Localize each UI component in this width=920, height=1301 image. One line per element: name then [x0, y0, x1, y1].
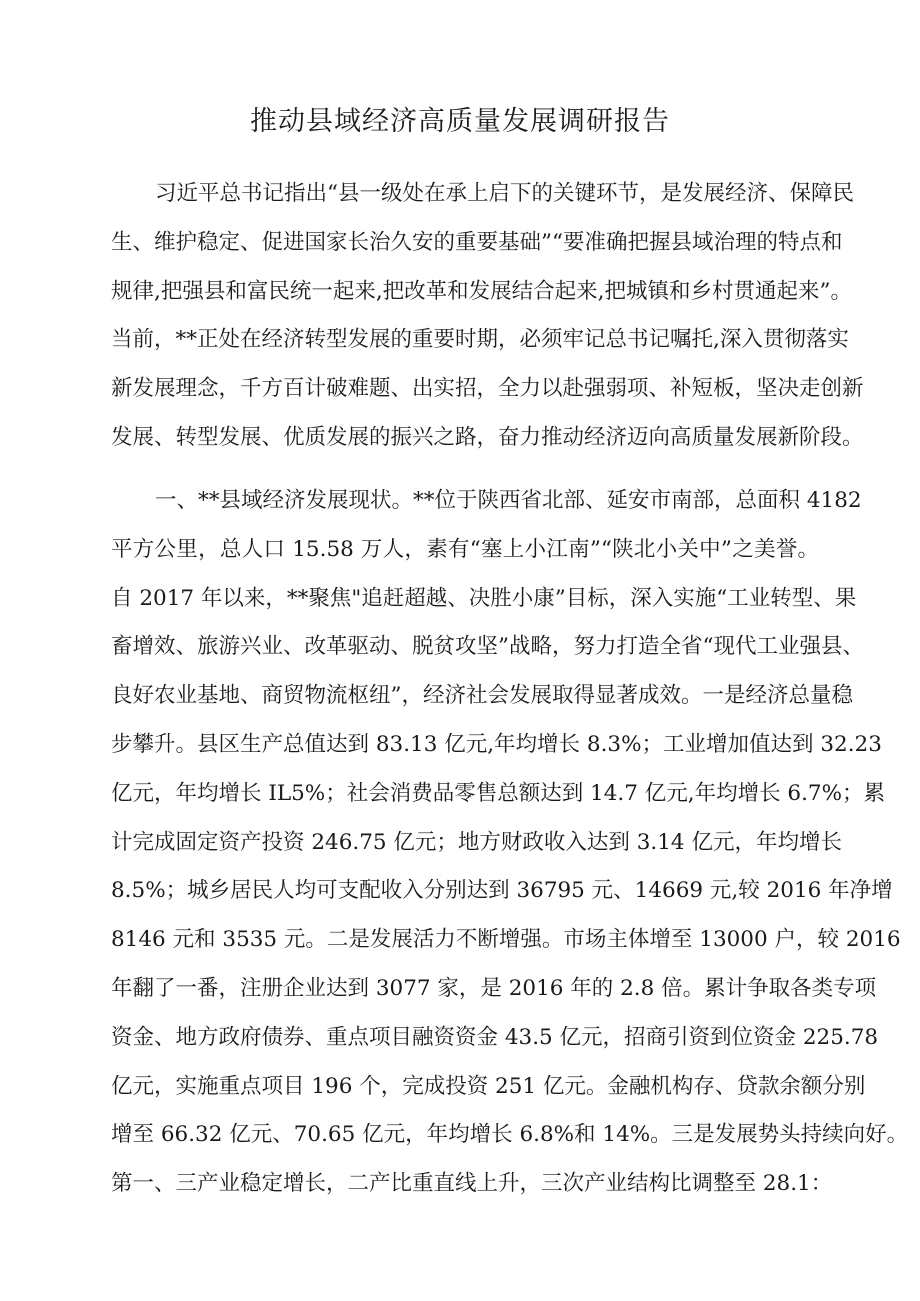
paragraph-line: 8146 元和 3535 元。二是发展活力不断增强。市场主体增至 13000 户，较 2016 [111, 927, 901, 953]
paragraph-line: 发展、转型发展、优质发展的振兴之路，奋力推动经济迈向高质量发展新阶段。 [111, 425, 864, 450]
paragraph-line: 8.5%；城乡居民人均可支配收入分别达到 36795 元、14669 元,较 2016 年净增 [111, 878, 893, 904]
paragraph-line: 计完成固定资产投资 246.75 亿元；地方财政收入达到 3.14 亿元，年均增长 [111, 829, 842, 855]
paragraph-line: 年翻了一番，注册企业达到 3077 家，是 2016 年的 2.8 倍。累计争取各类专项 [111, 976, 877, 1001]
paragraph-line: 规律,把强县和富民统一起来,把改革和发展结合起来,把城镇和乡村贯通起来”。 [111, 278, 852, 304]
paragraph-line: 生、维护稳定、促进国家长治久安的重要基础”“要准确把握县域治理的特点和 [111, 229, 843, 255]
paragraph-line: 平方公里，总人口 15.58 万人，素有“塞上小江南”“陕北小关中”之美誉。 [111, 536, 819, 562]
paragraph-line: 习近平总书记指出“县一级处在承上启下的关键环节，是发展经济、保障民 [155, 181, 854, 206]
paragraph-line: 新发展理念，千方百计破难题、出实招，全力以赴强弱项、补短板，坚决走创新 [111, 376, 864, 402]
paragraph-line: 亿元，年均增长 IL5%；社会消费品零售总额达到 14.7 亿元,年均增长 6.7%；累 [111, 780, 886, 806]
paragraph-line: 当前，**正处在经济转型发展的重要时期，必须牢记总书记嘱托,深入贯彻落实 [111, 327, 849, 353]
paragraph-line: 畜增效、旅游兴业、改革驱动、脱贫攻坚”战略，努力打造全省“现代工业强县、 [111, 634, 864, 660]
paragraph-line: 第一、三产业稳定增长，二产比重直线上升，三次产业结构比调整至 28.1： [111, 1171, 833, 1197]
paragraph-line: 良好农业基地、商贸物流枢纽”，经济社会发展取得显著成效。一是经济总量稳 [111, 683, 853, 709]
paragraph-line: 亿元，实施重点项目 196 个，完成投资 251 亿元。金融机构存、贷款余额分别 [111, 1073, 866, 1099]
paragraph-line: 一、**县域经济发展现状。**位于陕西省北部、延安市南部，总面积 4182 [155, 488, 862, 513]
paragraph-line: 增至 66.32 亿元、70.65 亿元，年均增长 6.8%和 14%。三是发展势头持续向好。 [111, 1122, 909, 1148]
paragraph-line: 步攀升。县区生产总值达到 83.13 亿元,年均增长 8.3%；工业增加值达到 32.23 [111, 732, 882, 757]
paragraph-line: 自 2017 年以来，**聚焦"追赶超越、决胜小康”目标，深入实施“工业转型、果 [111, 585, 857, 611]
document-title: 推动县域经济高质量发展调研报告 [250, 106, 670, 137]
paragraph-line: 资金、地方政府债券、重点项目融资资金 43.5 亿元，招商引资到位资金 225.78 [111, 1024, 879, 1050]
